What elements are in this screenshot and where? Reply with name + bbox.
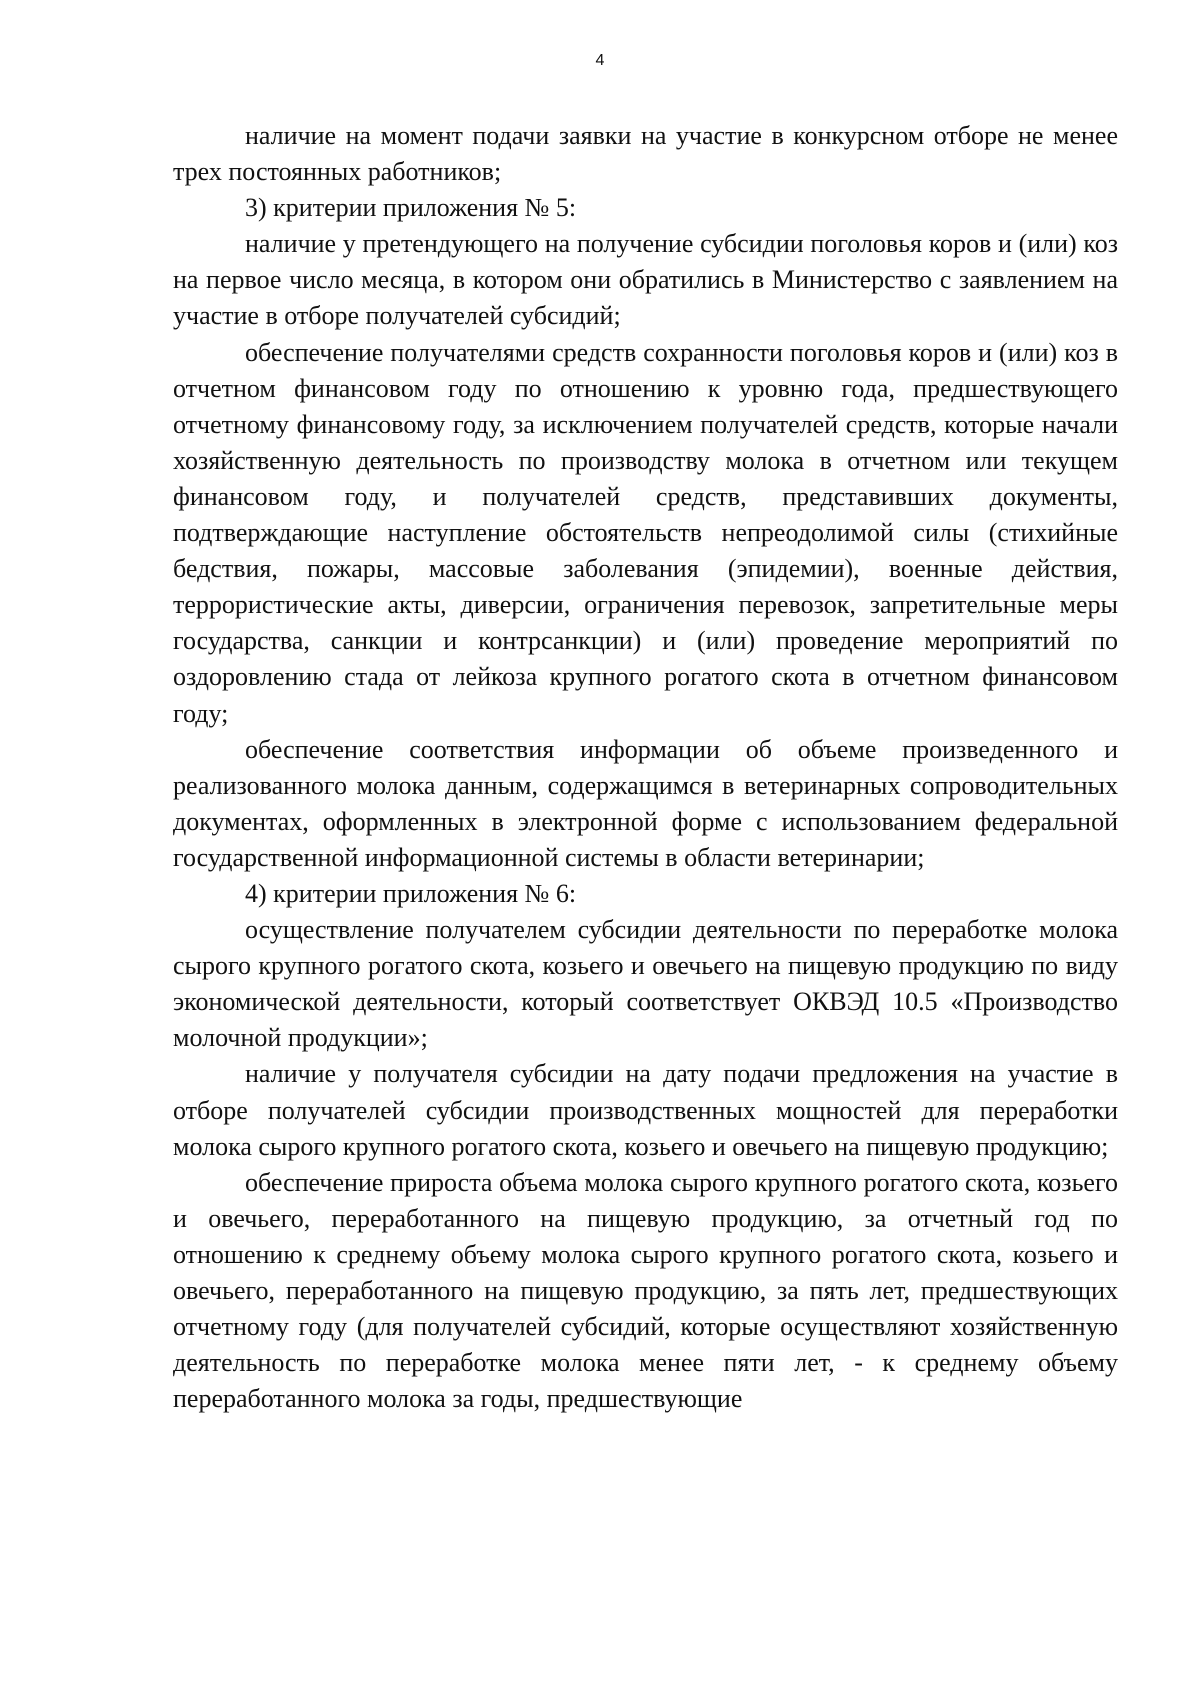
paragraph-milk-processing-activity: осуществление получателем субсидии деятельности по переработке молока сырого крупного рогатого скота, козьего и овечьего на пищевую продукцию по виду экономической деятельности, который соответствует ОКВЭД 10.5 «Производство молочной продукции»; [173, 915, 1118, 1053]
page-number: 4 [595, 52, 605, 69]
paragraph-production-capacity: наличие у получателя субсидии на дату подачи предложения на участие в отборе получателей субсидии производственных мощностей для переработки молока сырого крупного рогатого скота, козьего и овечьего на пищевую продукцию; [173, 1059, 1118, 1161]
paragraph-milk-info-compliance: обеспечение соответствия информации об объеме произведенного и реализованного молока данным, содержащимся в ветеринарных сопроводительных документах, оформленных в электронной форме с использованием федеральной государственной информационной системы в области ветеринарии; [173, 734, 1118, 872]
paragraph-criteria-annex-6-heading: 4) критерии приложения № 6: [245, 878, 577, 908]
paragraph-processing-growth: обеспечение прироста объема молока сырого крупного рогатого скота, козьего и овечьего, переработанного на пищевую продукцию, за отчетный год по отношению к среднему объему молока сырого крупного рогатого скота, козьего и овечьего, переработанного на пищевую продукцию, за пять лет, предшествующих отчетному году (для получателей субсидий, которые осуществляют хозяйственную деятельность по переработке молока менее пяти лет, - к среднему объему переработанного молока за годы, предшествующие [173, 1167, 1118, 1414]
document-body [173, 118, 1118, 1417]
paragraph-staff-requirement: наличие на момент подачи заявки на участие в конкурсном отборе не менее трех постоянных работников; [173, 121, 1118, 187]
paragraph-livestock-preservation: обеспечение получателями средств сохранности поголовья коров и (или) коз в отчетном финансовом году по отношению к уровню года, предшествующего отчетному финансовому году, за исключением получателей средств, которые начали хозяйственную деятельность по производству молока в отчетном или текущем финансовом году, и получателей средств, представивших документы, подтверждающие наступление обстоятельств непреодолимой силы (стихийные бедствия, пожары, массовые заболевания (эпидемии), военные действия, террористические акты, диверсии, ограничения перевозок, запретительные меры государства, санкции и контрсанкции) и (или) проведение мероприятий по оздоровлению стада от лейкоза крупного рогатого скота в отчетном финансовом году; [173, 337, 1118, 728]
paragraph-livestock-presence: наличие у претендующего на получение субсидии поголовья коров и (или) коз на первое число месяца, в котором они обратились в Министерство с заявлением на участие в отборе получателей субсидий; [173, 229, 1118, 331]
paragraph-criteria-annex-5-heading: 3) критерии приложения № 5: [245, 193, 577, 223]
